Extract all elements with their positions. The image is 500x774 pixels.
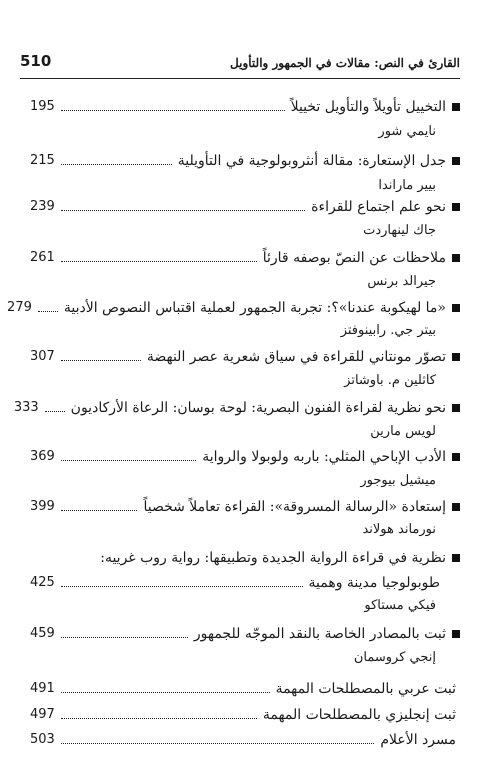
- dot-leader: [61, 510, 138, 511]
- entry-author: ميشيل بيوجور: [360, 473, 436, 488]
- entry-title: التخييل تأويلاً والتأويل تخييلاً: [290, 99, 446, 115]
- running-title: القارئ في النص: مقالات في الجمهور والتأويل: [230, 56, 460, 70]
- dot-leader: [61, 692, 270, 693]
- dot-leader: [38, 311, 58, 312]
- entry-title: إستعادة «الرسالة المسروقة»: القراءة تعاملاً شخصياً: [143, 499, 446, 515]
- dot-leader: [61, 360, 141, 361]
- bullet-square-icon: [452, 304, 460, 312]
- dot-leader: [61, 261, 257, 262]
- entry-page-number: 261: [30, 250, 55, 265]
- toc-entry: [30, 622, 460, 644]
- entry-title: ثبت بالمصادر الخاصة بالنقد الموجّه للجمهور: [193, 626, 446, 642]
- entry-author: جاك لينهاردت: [363, 223, 436, 238]
- entry-author: بيير ماراندا: [378, 178, 436, 193]
- dot-leader: [61, 164, 172, 165]
- dot-leader: [61, 637, 188, 638]
- entry-page-number: 239: [30, 199, 55, 214]
- entry-page-number: 399: [30, 499, 55, 514]
- toc-entry: [30, 495, 460, 517]
- bullet-square-icon: [452, 254, 460, 262]
- entry-author: بيتر جي. رابينوفتز: [340, 323, 436, 338]
- entry-page-number: 459: [30, 626, 55, 641]
- entry-author: نايمي شور: [378, 124, 436, 139]
- dot-leader: [61, 586, 303, 587]
- dot-leader: [61, 743, 375, 744]
- entry-page-number: 491: [30, 681, 55, 696]
- toc-entry: [30, 149, 460, 171]
- dot-leader: [61, 110, 285, 111]
- page-number: 510: [20, 52, 52, 70]
- entry-author: كاثلين م. باوشاتز: [344, 373, 436, 388]
- entry-title: ثبت عربي بالمصطلحات المهمة: [275, 681, 456, 697]
- entry-page-number: 425: [30, 575, 55, 590]
- toc-entry: [30, 445, 460, 467]
- entry-title: نحو علم اجتماع للقراءة: [311, 199, 446, 215]
- entry-author: جيرالد برنس: [367, 274, 436, 289]
- toc-entry: [30, 195, 460, 217]
- dot-leader: [61, 718, 257, 719]
- toc-entry: [13, 396, 460, 418]
- entry-page-number: 215: [30, 153, 55, 168]
- entry-title: مسرد الأعلام: [380, 732, 456, 748]
- dot-leader: [45, 411, 65, 412]
- entry-page-number: 497: [30, 707, 55, 722]
- entry-author: فيكي مستاكو: [364, 598, 436, 613]
- toc-entry: [30, 345, 460, 367]
- entry-title: نحو نظرية لقراءة الفنون البصرية: لوحة بوسان: الرعاة الأركاديون: [70, 400, 446, 416]
- toc-entry: [7, 296, 460, 318]
- entry-page-number: 307: [30, 349, 55, 364]
- toc-entry: [30, 728, 456, 750]
- entry-author: إنجي كروسمان: [353, 650, 436, 665]
- entry-page-number: 333: [13, 400, 39, 415]
- entry-title: جدل الإستعارة: مقالة أنثروبولوجية في التأويلية: [177, 153, 446, 169]
- entry-page-number: 195: [30, 99, 55, 114]
- bullet-square-icon: [452, 554, 460, 562]
- toc-entry: [30, 571, 440, 593]
- toc-entry: [30, 677, 456, 699]
- entry-page-number: 369: [30, 449, 55, 464]
- entry-page-number: 279: [7, 300, 32, 315]
- bullet-square-icon: [452, 157, 460, 165]
- entry-title: «ما لهيكوبة عندنا»؟: تجربة الجمهور لعملية اقتباس النصوص الأدبية: [63, 300, 446, 316]
- toc-entry: [30, 546, 460, 568]
- entry-title: طوبولوجيا مدينة وهمية: [308, 575, 440, 591]
- bullet-square-icon: [452, 203, 460, 211]
- toc-entry: [30, 95, 460, 117]
- bullet-square-icon: [452, 404, 460, 412]
- bullet-square-icon: [452, 353, 460, 361]
- entry-title: ملاحظات عن النصّ بوصفه قارئاً: [262, 250, 446, 266]
- bullet-square-icon: [452, 453, 460, 461]
- dot-leader: [61, 210, 305, 211]
- bullet-square-icon: [452, 103, 460, 111]
- entry-author: نورماند هولاند: [362, 522, 436, 537]
- entry-title: الأدب الإباحي المثلي: باربه ولوبولا والرواية: [202, 449, 446, 465]
- entry-page-number: 503: [30, 732, 55, 747]
- entry-author: لويس مارين: [370, 424, 436, 439]
- bullet-square-icon: [452, 503, 460, 511]
- bullet-square-icon: [452, 630, 460, 638]
- toc-entry: [30, 246, 460, 268]
- entry-title: ثبت إنجليزي بالمصطلحات المهمة: [262, 707, 456, 723]
- dot-leader: [61, 460, 196, 461]
- toc-entry: [30, 703, 456, 725]
- entry-title: نظرية في قراءة الرواية الجديدة وتطبيقها: رواية روب غرييه:: [100, 550, 446, 566]
- entry-title: تصوّر مونتاني للقراءة في سياق شعرية عصر النهضة: [146, 349, 446, 365]
